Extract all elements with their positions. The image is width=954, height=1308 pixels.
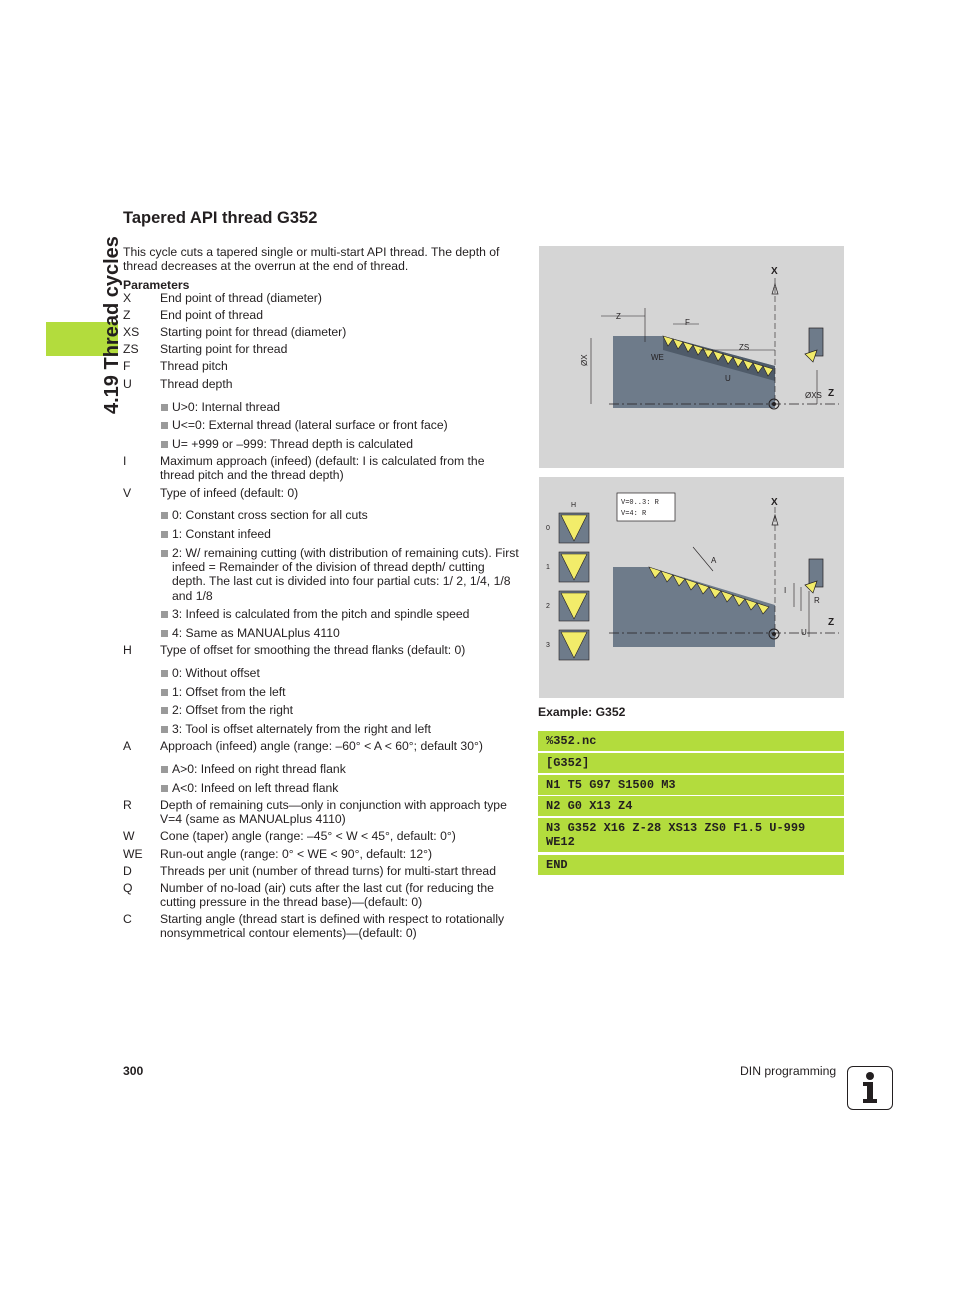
dim-f-label: F [685,318,690,327]
dim-zs-label: ZS [739,343,750,352]
bullet-square-icon [161,707,168,714]
param-code: Q [123,881,133,895]
bullet-square-icon [161,611,168,618]
bullet-item: U<=0: External thread (lateral surface or front face) [161,418,521,432]
param-code: V [123,486,132,500]
bullet-square-icon [161,441,168,448]
bullet-square-icon [161,689,168,696]
infeed-types-figure [539,477,844,698]
bullet-square-icon [161,766,168,773]
code-line: [G352] [538,753,844,773]
bullet-item: 1: Constant infeed [161,527,521,541]
h-option-3: 3 [546,642,550,649]
param-desc: Type of infeed (default: 0) [160,486,299,500]
axis-z-label: Z [828,388,835,399]
dim-a-label: A [711,556,717,565]
dim-u-label: U [725,374,731,383]
h-option-1: 1 [546,564,550,571]
bullet-square-icon [161,550,168,557]
param-code: XS [123,325,140,339]
axis-z-label: Z [828,617,835,628]
dim-z-label: Z [616,312,621,321]
bullet-item: 0: Constant cross section for all cuts [161,508,521,522]
h-option-2: 2 [546,603,550,610]
bullet-item: A>0: Infeed on right thread flank [161,762,521,776]
dim-u-label: U [801,628,807,637]
bullet-square-icon [161,785,168,792]
bullet-item: U= +999 or –999: Thread depth is calculated [161,437,521,451]
param-desc: Approach (infeed) angle (range: –60° < A < 60°; default 30°) [160,739,483,753]
thread-geometry-figure [539,246,844,468]
dim-we-label: WE [651,353,664,362]
bullet-square-icon [161,531,168,538]
param-desc: Starting angle (thread start is defined with respect to rotationally nonsymmetrical contour elements)—(default: 0) [160,912,505,941]
info-box-line-1: V=0..3: R [621,499,659,507]
dim-phix-label: ØX [580,354,589,366]
bullet-item: 3: Infeed is calculated from the pitch and spindle speed [161,607,521,621]
page-title: Tapered API thread G352 [123,209,318,227]
param-desc: Thread pitch [160,359,228,373]
param-code: A [123,739,132,753]
param-code: Z [123,308,131,322]
param-code: F [123,359,131,373]
param-code: H [123,643,132,657]
code-line: %352.nc [538,731,844,751]
param-desc: Depth of remaining cuts—only in conjunction with approach type V=4 (same as MANUALplus 4110) [160,798,507,827]
bullet-item: 1: Offset from the left [161,685,521,699]
info-box-line-2: V=4: R [621,510,647,518]
code-line: END [538,855,844,875]
dim-r-label: R [814,596,820,605]
dim-i-label: I [784,586,787,595]
param-code: I [123,454,127,468]
bullet-square-icon [161,404,168,411]
dim-phixs-label: ØXS [805,391,822,400]
bullet-square-icon [161,670,168,677]
bullet-item: 0: Without offset [161,666,521,680]
bullet-item: 2: W/ remaining cutting (with distribution of remaining cuts). First infeed = Remainder of the division of thread depth/ cutting depth. The last cut is divided into four partial cuts: 1/ 2, 1/4, 1/8 and 1/8 [161,546,521,603]
bullet-square-icon [161,512,168,519]
param-desc: End point of thread (diameter) [160,291,322,305]
param-desc: Cone (taper) angle (range: –45° < W < 45°, default: 0°) [160,829,456,843]
h-option-0: 0 [546,525,550,532]
bullet-item: 3: Tool is offset alternately from the right and left [161,722,521,736]
intro-text: This cycle cuts a tapered single or multi-start API thread. The depth of thread decreases at the overrun at the end of thread. [123,245,500,273]
axis-x-label: X [771,266,778,277]
param-desc: Starting point for thread [160,342,288,356]
info-icon [847,1066,893,1110]
param-code: R [123,798,132,812]
bullet-square-icon [161,726,168,733]
bullet-item: 4: Same as MANUALplus 4110 [161,626,521,640]
bullet-square-icon [161,422,168,429]
param-code: X [123,291,132,305]
parameters-heading: Parameters [123,278,190,292]
param-desc: Starting point for thread (diameter) [160,325,347,339]
example-caption: Example: G352 [538,705,626,719]
side-chapter-title: 4.19 Thread cycles [101,236,123,414]
param-code: C [123,912,132,926]
axis-x-label: X [771,497,778,508]
h-label: H [571,502,577,509]
code-line: N1 T5 G97 S1500 M3 [538,775,844,795]
footer-chapter: DIN programming [740,1064,837,1078]
code-line: N2 G0 X13 Z4 [538,796,844,816]
bullet-item: U>0: Internal thread [161,400,521,414]
param-code: ZS [123,342,139,356]
bullet-item: 2: Offset from the right [161,703,521,717]
page-number: 300 [123,1064,144,1078]
param-code: U [123,377,132,391]
param-code: D [123,864,132,878]
param-desc: Number of no-load (air) cuts after the last cut (for reducing the cutting pressure in the thread base)—(default: 0) [160,881,494,910]
code-line: N3 G352 X16 Z-28 XS13 ZS0 F1.5 U-999 WE12 [538,818,844,852]
param-code: WE [123,847,143,861]
param-code: W [123,829,135,843]
param-desc: Maximum approach (infeed) (default: I is calculated from the thread pitch and the thread depth) [160,454,485,483]
bullet-item: A<0: Infeed on left thread flank [161,781,521,795]
param-desc: Type of offset for smoothing the thread flanks (default: 0) [160,643,466,657]
param-desc: Run-out angle (range: 0° < WE < 90°, default: 12°) [160,847,433,861]
param-desc: Threads per unit (number of thread turns) for multi-start thread [160,864,496,878]
param-desc: End point of thread [160,308,263,322]
bullet-square-icon [161,630,168,637]
param-desc: Thread depth [160,377,233,391]
